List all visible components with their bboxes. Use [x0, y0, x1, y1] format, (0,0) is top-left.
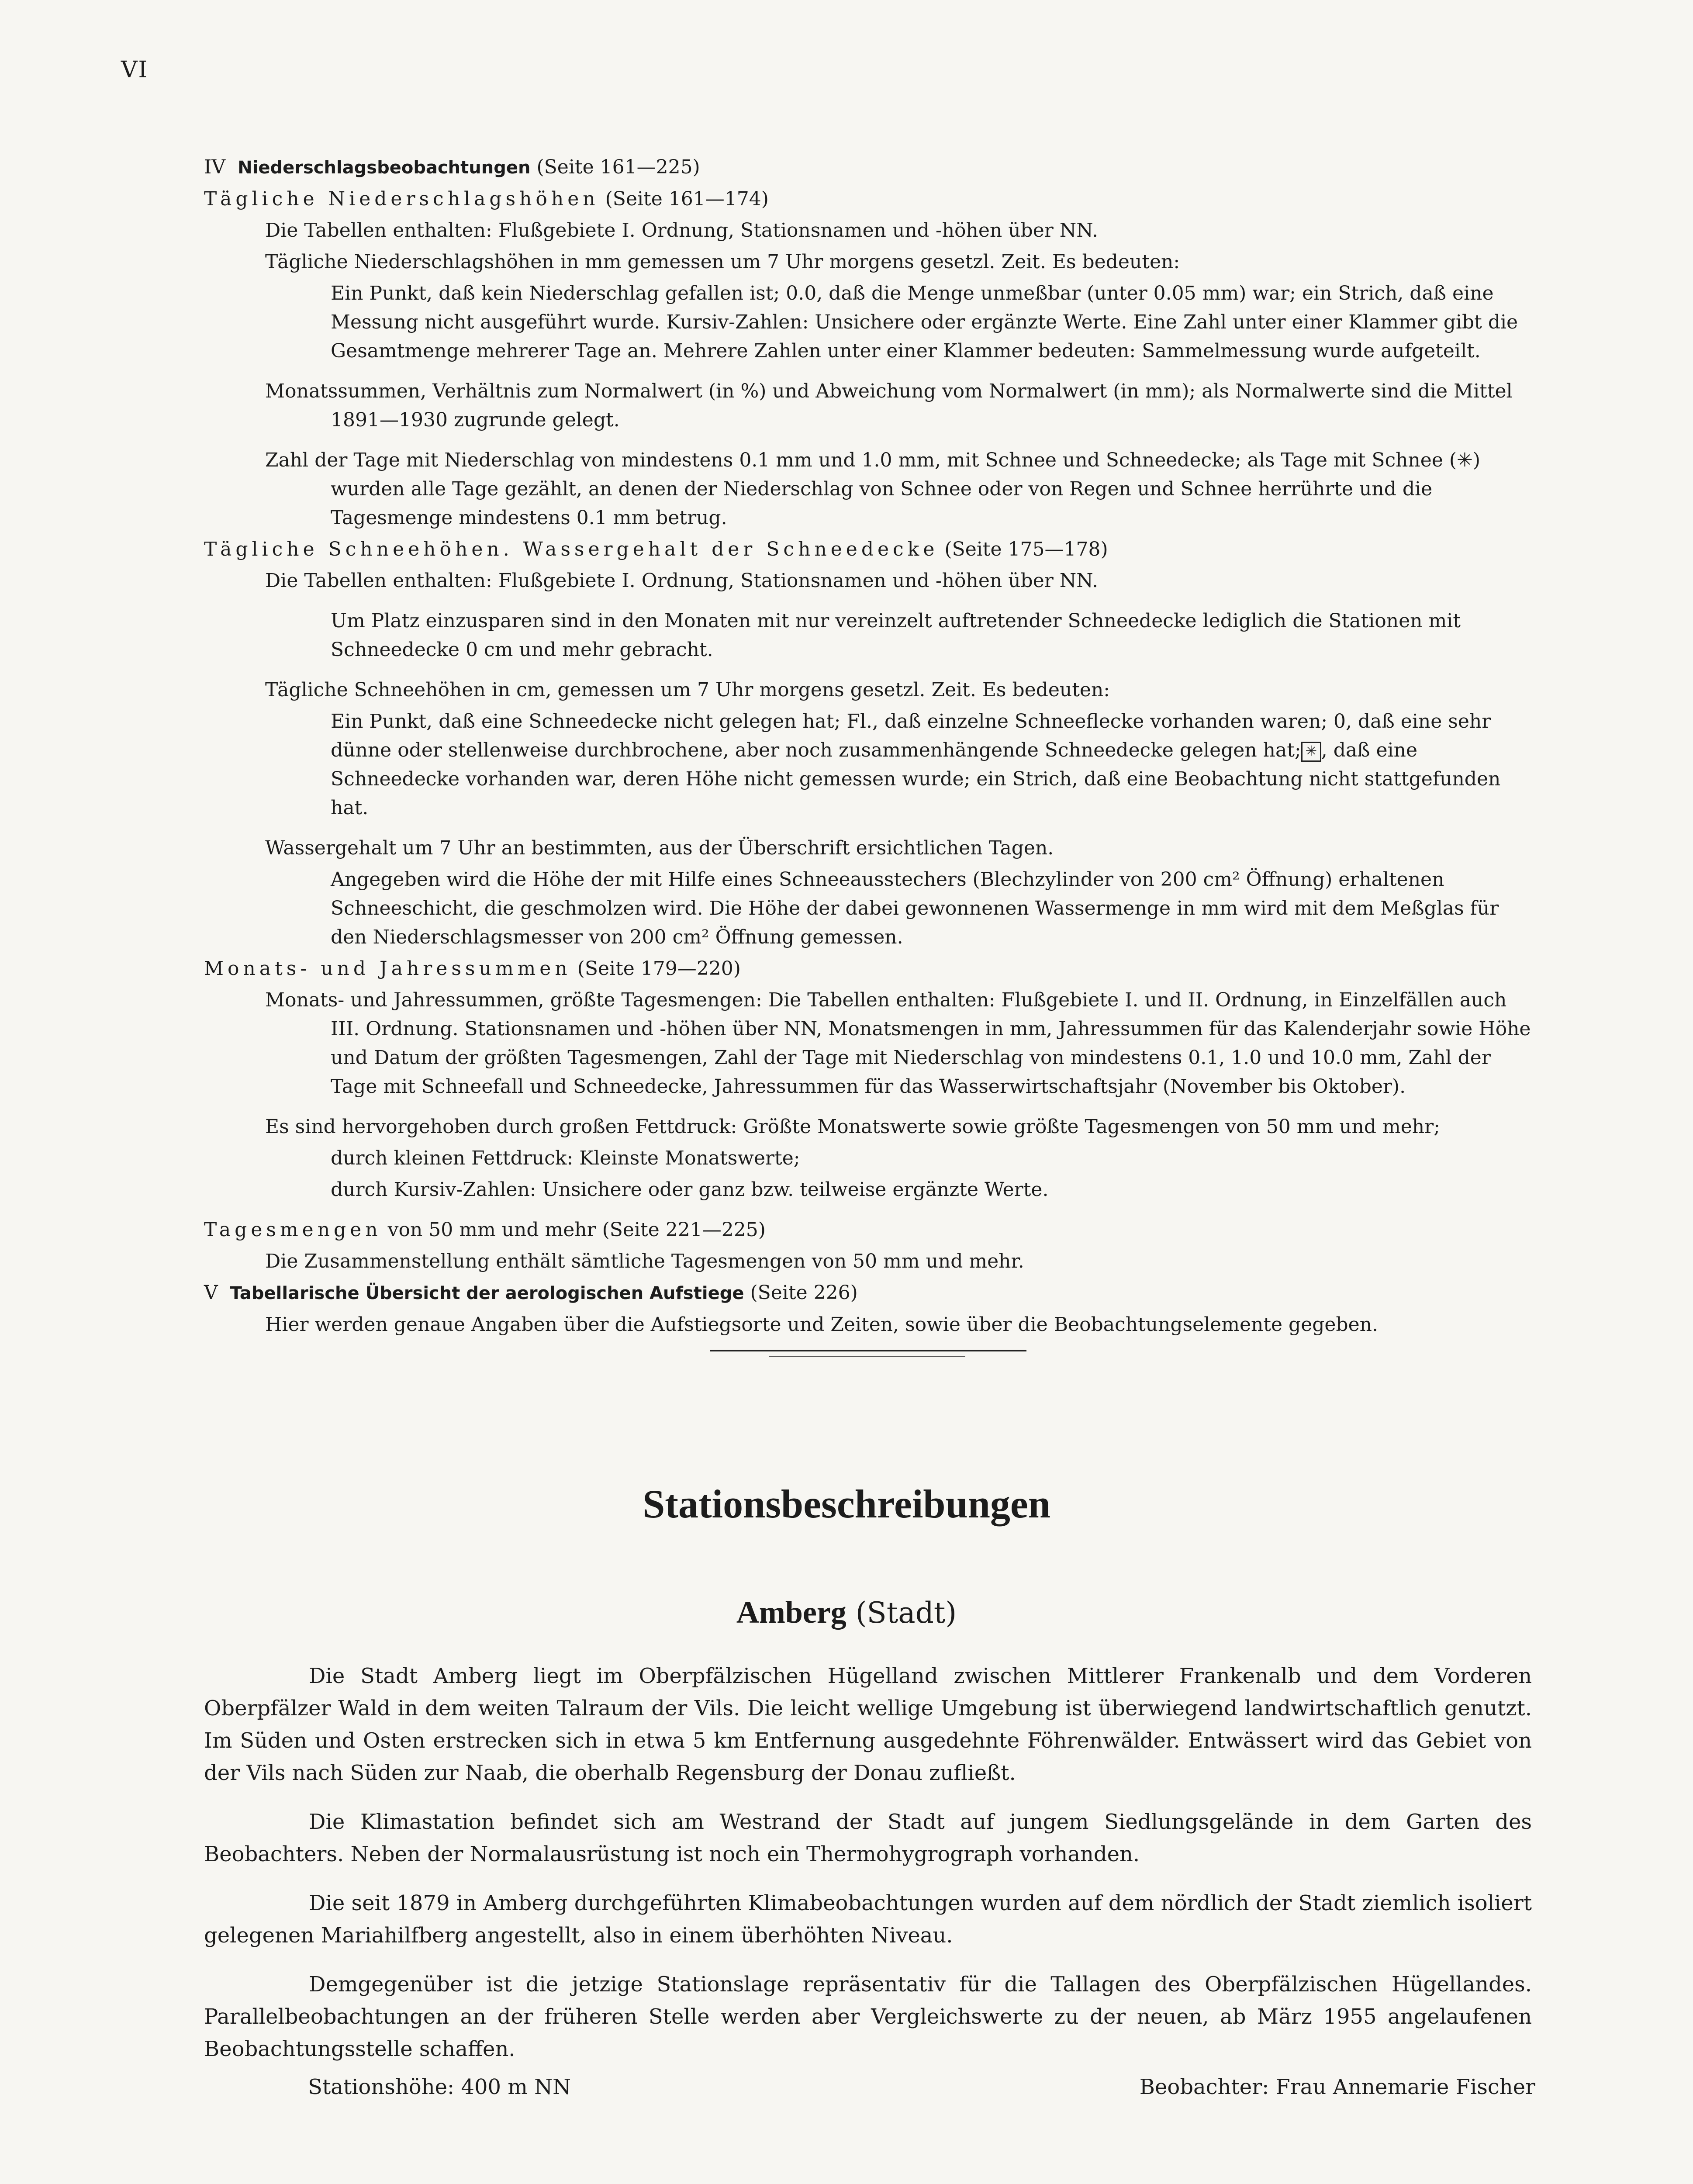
snow-p3-body-b: , daß eine Schneedecke vorhanden war, deren Höhe nicht gemessen wurde; ein Strich, daß eine Beobachtung nicht stattgefunden hat. — [331, 739, 1501, 819]
station-height: Stationshöhe: 400 m NN — [308, 2075, 571, 2099]
section-divider-thin — [769, 1356, 965, 1357]
snow-pages: (Seite 175—178) — [944, 538, 1108, 560]
daily-precip-p2-body: Ein Punkt, daß kein Niederschlag gefallen ist; 0.0, daß die Menge unmeßbar (unter 0.05 mm) war; ein Strich, daß eine Messung nicht ausgeführt wurde. Kursiv-Zahlen: Unsichere oder ergänzte Werte. Eine Zahl unter einer Klammer gibt die Gesamtmenge mehrerer Tage an. Mehrere Zahlen unter einer Klammer bedeuten: Sammelmessung wurde aufgeteilt. — [331, 282, 1518, 362]
section-iv-heading — [204, 153, 1532, 182]
snow-p3-lead: Tägliche Schneehöhen in cm, gemessen um 7 Uhr morgens gesetzl. Zeit. Es bedeuten: — [265, 679, 1110, 701]
monthly-pages: (Seite 179—220) — [577, 957, 741, 980]
station-qualifier: (Stadt) — [855, 1596, 957, 1630]
section-v-p1: Hier werden genaue Angaben über die Aufstiegsorte und Zeiten, sowie über die Beobachtungselemente gegeben. — [265, 1313, 1378, 1336]
station-paragraph: Die Klimastation befindet sich am Westrand der Stadt auf jungem Siedlungsgelände in dem Garten des Beobachters. Neben der Normalausrüstung ist noch ein Thermohygrograph vorhanden. — [204, 1810, 1532, 1866]
snow-title: Tägliche Schneehöhen. Wassergehalt der Schneedecke — [204, 538, 939, 560]
daily-precip-pages: (Seite 161—174) — [605, 188, 769, 210]
station-paragraph: Die seit 1879 in Amberg durchgeführten Klimabeobachtungen wurden auf dem nördlich der Stadt ziemlich isoliert gelegenen Mariahilfberg angestellt, also in einem überhöhten Niveau. — [204, 1891, 1532, 1948]
page-number: VI — [121, 57, 149, 83]
snow-cover-symbol-icon: ✳ — [1301, 742, 1321, 762]
section-v-heading — [204, 1279, 1532, 1308]
daily50-heading — [204, 1216, 1532, 1244]
snow-heading — [204, 535, 1532, 564]
monthly-title: Monats- und Jahressummen — [204, 957, 571, 980]
station-description-body — [204, 1660, 1532, 2082]
contents-overview — [204, 153, 1532, 1342]
snow-p2: Um Platz einzusparen sind in den Monaten mit nur vereinzelt auftretender Schneedecke lediglich die Stationen mit Schneedecke 0 cm und mehr gebracht. — [331, 610, 1461, 661]
monthly-p1: Monats- und Jahressummen, größte Tagesmengen: Die Tabellen enthalten: Flußgebiete I. und II. Ordnung, in Einzelfällen auch III. Ordnung. Stationsnamen und -höhen über NN, Monatsmengen in mm, Jahressummen für das Kalenderjahr sowie Höhe und Datum der größten Tagesmengen, Zahl der Tage mit Niederschlag von mindestens 0.1, 1.0 und 10.0 mm, Zahl der Tage mit Schneefall und Schneedecke, Jahressummen für das Wasserwirtschaftsjahr (November bis Oktober). — [265, 989, 1531, 1098]
section-iv-title: Niederschlagsbeobachtungen — [238, 158, 531, 178]
monthly-p4: durch Kursiv-Zahlen: Unsichere oder ganz bzw. teilweise ergänzte Werte. — [331, 1178, 1049, 1201]
section-v-title: Tabellarische Übersicht der aerologischen Aufstiege — [230, 1283, 744, 1303]
daily-precip-p4: Zahl der Tage mit Niederschlag von mindestens 0.1 mm und 1.0 mm, mit Schnee und Schneedecke; als Tage mit Schnee (✳) wurden alle Tage gezählt, an denen der Niederschlag von Schnee oder von Regen und Schnee herrührte und die Tagesmenge mindestens 0.1 mm betrug. — [265, 449, 1481, 529]
station-paragraph: Demgegenüber ist die jetzige Stationslage repräsentativ für die Tallagen des Oberpfälzischen Hügellandes. Parallelbeobachtungen an der früheren Stelle werden aber Vergleichswerte zu der neuen, ab März 1955 angelaufenen Beobachtungsstelle schaffen. — [204, 1972, 1532, 2061]
snow-p4-lead: Wassergehalt um 7 Uhr an bestimmten, aus der Überschrift ersichtlichen Tagen. — [265, 837, 1054, 859]
daily50-title-rest: von 50 mm und mehr (Seite 221—225) — [387, 1219, 766, 1241]
station-name: Amberg — [736, 1595, 846, 1630]
station-paragraph: Die Stadt Amberg liegt im Oberpfälzischen Hügelland zwischen Mittlerer Frankenalb und dem Vorderen Oberpfälzer Wald in dem weiten Talraum der Vils. Die leicht wellige Umgebung ist überwiegend landwirtschaftlich genutzt. Im Süden und Osten erstrecken sich in etwa 5 km Entfernung ausgedehnte Föhrenwälder. Entwässert wird das Gebiet von der Vils nach Süden zur Naab, die oberhalb Regensburg der Donau zufließt. — [204, 1664, 1532, 1785]
monthly-heading — [204, 954, 1532, 983]
section-iv-roman: IV — [204, 156, 226, 178]
station-observer: Beobachter: Frau Annemarie Fischer — [1139, 2075, 1535, 2099]
monthly-p3: durch kleinen Fettdruck: Kleinste Monatswerte; — [331, 1147, 800, 1169]
daily-precip-p2-lead: Tägliche Niederschlagshöhen in mm gemessen um 7 Uhr morgens gesetzl. Zeit. Es bedeuten: — [265, 251, 1180, 273]
daily50-p1: Die Zusammenstellung enthält sämtliche Tagesmengen von 50 mm und mehr. — [265, 1250, 1024, 1272]
snow-p1: Die Tabellen enthalten: Flußgebiete I. Ordnung, Stationsnamen und -höhen über NN. — [265, 570, 1098, 592]
daily-precip-p3: Monatssummen, Verhältnis zum Normalwert (in %) und Abweichung vom Normalwert (in mm); als Normalwerte sind die Mittel 1891—1930 zugrunde gelegt. — [265, 380, 1513, 431]
daily-precip-title: Tägliche Niederschlagshöhen — [204, 188, 599, 210]
snow-p3-body — [204, 707, 1532, 822]
station-heading — [0, 1594, 1693, 1631]
daily50-title: Tagesmengen — [204, 1219, 382, 1241]
snow-p3-body-a: Ein Punkt, daß eine Schneedecke nicht gelegen hat; Fl., daß einzelne Schneeflecke vorhanden waren; 0, daß eine sehr dünne oder stellenweise durchbrochene, aber noch zusammenhängende Schneedecke gelegen hat; — [331, 710, 1491, 761]
monthly-p2: Es sind hervorgehoben durch großen Fettdruck: Größte Monatswerte sowie größte Tagesmengen von 50 mm und mehr; — [265, 1116, 1440, 1138]
snow-p4-body: Angegeben wird die Höhe der mit Hilfe eines Schneeausstechers (Blechzylinder von 200 cm² Öffnung) erhaltenen Schneeschicht, die geschmolzen wird. Die Höhe der dabei gewonnenen Wassermenge in mm wird mit dem Meßglas für den Niederschlagsmesser von 200 cm² Öffnung gemessen. — [331, 868, 1499, 948]
daily-precip-p1: Die Tabellen enthalten: Flußgebiete I. Ordnung, Stationsnamen und -höhen über NN. — [265, 219, 1098, 242]
station-descriptions-title: Stationsbeschreibungen — [643, 1482, 1050, 1526]
daily-precip-heading — [204, 185, 1532, 214]
section-iv-pages: (Seite 161—225) — [536, 156, 700, 178]
station-footer — [308, 2075, 1535, 2099]
section-v-roman: V — [204, 1282, 218, 1304]
section-v-pages: (Seite 226) — [750, 1282, 858, 1304]
section-divider — [710, 1350, 1026, 1351]
